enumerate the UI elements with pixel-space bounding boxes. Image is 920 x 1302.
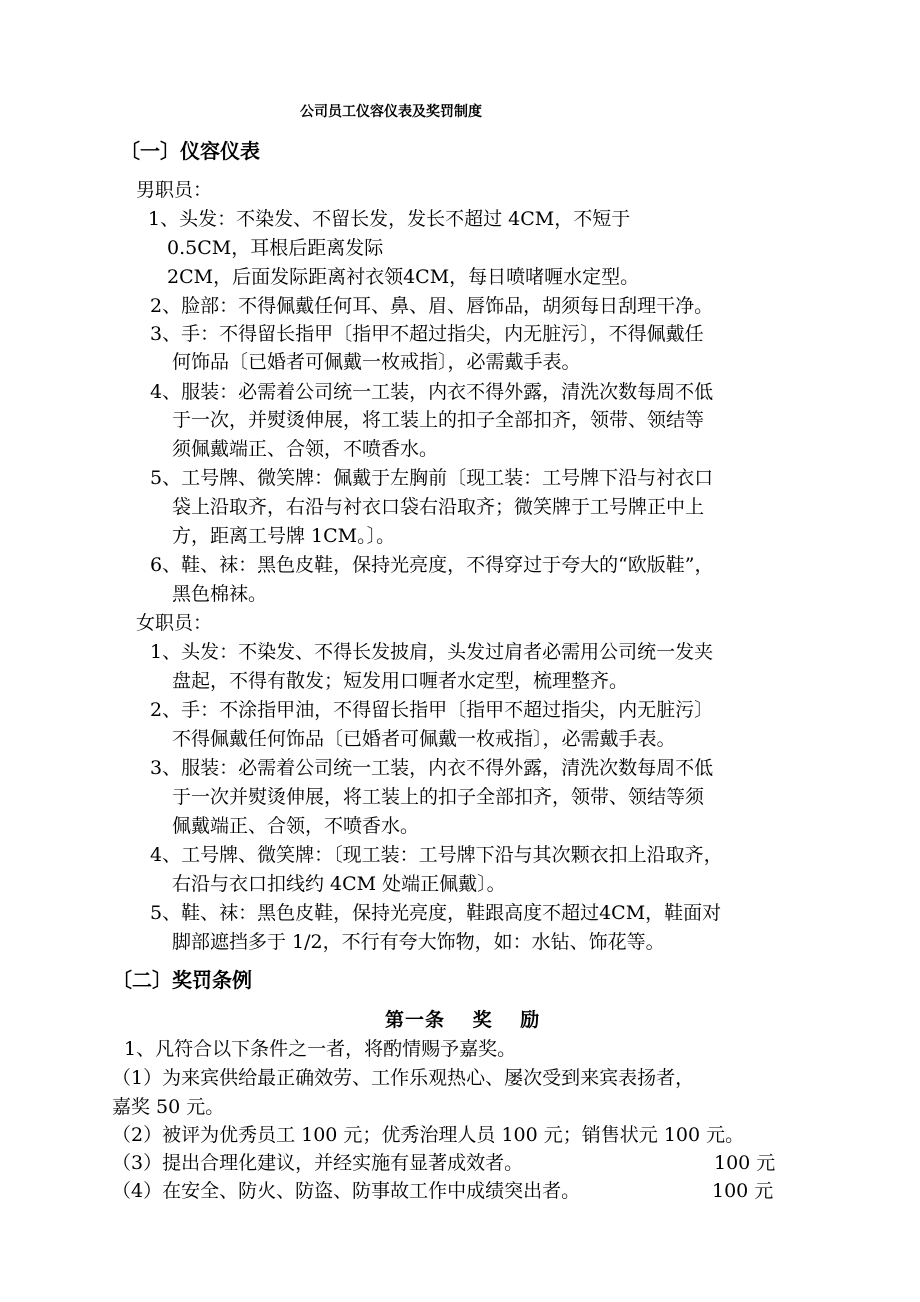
- male-rule-line: 2、脸部：不得佩戴任何耳、鼻、眉、唇饰品，胡须每日刮理干净。: [150, 295, 714, 317]
- reward-intro: 1、凡符合以下条件之一者，将酌情赐予嘉奖。: [124, 1038, 517, 1060]
- female-rule-line: 4、工号牌、微笑牌：〔现工装：工号牌下沿与其次颗衣扣上沿取齐，: [150, 844, 723, 866]
- female-rule-line: 3、服装：必需着公司统一工装，内衣不得外露，清洗次数每周不低: [150, 757, 714, 779]
- reward-line: （2）被评为优秀员工 100 元；优秀治理人员 100 元；销售状元 100 元。: [112, 1124, 745, 1146]
- reward-line: 嘉奖 50 元。: [112, 1096, 225, 1118]
- male-rule-line: 5、工号牌、微笑牌：佩戴于左胸前〔现工装：工号牌下沿与衬衣口: [150, 467, 714, 489]
- female-rule-line: 盘起，不得有散发；短发用口喱者水定型，梳理整齐。: [172, 670, 629, 692]
- section-heading-appearance: 〔一〕仪容仪表: [120, 139, 260, 163]
- female-rule-line: 2、手：不涂指甲油，不得留长指甲〔指甲不超过指尖，内无脏污〕: [150, 699, 714, 721]
- female-rule-line: 于一次并熨烫伸展，将工装上的扣子全部扣齐，领带、领结等须: [172, 786, 705, 808]
- male-rule-line: 黑色棉袜。: [172, 583, 268, 605]
- female-rule-line: 右沿与衣口扣线约 4CM 处端正佩戴〕。: [172, 873, 506, 895]
- female-rule-line: 佩戴端正、合领，不喷香水。: [172, 815, 420, 837]
- reward-line: （1）为来宾供给最正确效劳、工作乐观热心、屡次受到来宾表扬者，: [112, 1067, 695, 1089]
- male-rule-line: 方，距离工号牌 1CM。〕。: [172, 525, 396, 547]
- male-rule-line: 2CM，后面发际距离衬衣领4CM，每日喷啫喱水定型。: [167, 266, 640, 288]
- male-rule-line: 袋上沿取齐，右沿与衬衣口袋右沿取齐；微笑牌于工号牌正中上: [172, 496, 705, 518]
- male-rule-line: 0.5CM，耳根后距离发际: [167, 237, 384, 259]
- male-rule-line: 3、手：不得留长指甲〔指甲不超过指尖，内无脏污〕，不得佩戴任: [150, 323, 704, 345]
- male-rule-line: 须佩戴端正、合领，不喷香水。: [172, 438, 439, 460]
- section-heading-rewards-penalties: 〔二〕奖罚条例: [112, 968, 252, 992]
- female-rule-line: 不得佩戴任何饰品〔已婚者可佩戴一枚戒指〕，必需戴手表。: [172, 728, 676, 750]
- reward-line: （3）提出合理化建议，并经实施有显著成效者。: [112, 1152, 524, 1174]
- male-rule-line: 于一次，并熨烫伸展，将工装上的扣子全部扣齐，领带、领结等: [172, 409, 705, 431]
- male-staff-heading: 男职员：: [136, 179, 213, 201]
- male-rule-line: 4、服装：必需着公司统一工装，内衣不得外露，清洗次数每周不低: [150, 381, 714, 403]
- female-rule-line: 脚部遮挡多于 1/2，不行有夸大饰物，如：水钻、饰花等。: [172, 931, 665, 953]
- female-rule-line: 5、鞋、袜：黑色皮鞋，保持光亮度，鞋跟高度不超过4CM，鞋面对: [150, 902, 722, 924]
- male-rule-line: 6、鞋、袜：黑色皮鞋，保持光亮度，不得穿过于夸大的“欧版鞋”，: [150, 554, 714, 576]
- female-rule-line: 1、头发：不染发、不得长发披肩，头发过肩者必需用公司统一发夹: [150, 641, 714, 663]
- reward-amount: 100 元: [712, 1180, 774, 1202]
- reward-amount: 100 元: [714, 1152, 776, 1174]
- male-rule-line: 1、头发：不染发、不留长发，发长不超过 4CM，不短于: [148, 208, 631, 230]
- document-title: 公司员工仪容仪表及奖罚制度: [300, 104, 482, 120]
- female-staff-heading: 女职员：: [136, 612, 213, 634]
- article-heading-rewards: 第一条 奖 励: [385, 1009, 541, 1031]
- reward-line: （4）在安全、防火、防盗、防事故工作中成绩突出者。: [112, 1180, 581, 1202]
- male-rule-line: 何饰品〔已婚者可佩戴一枚戒指〕，必需戴手表。: [172, 351, 581, 373]
